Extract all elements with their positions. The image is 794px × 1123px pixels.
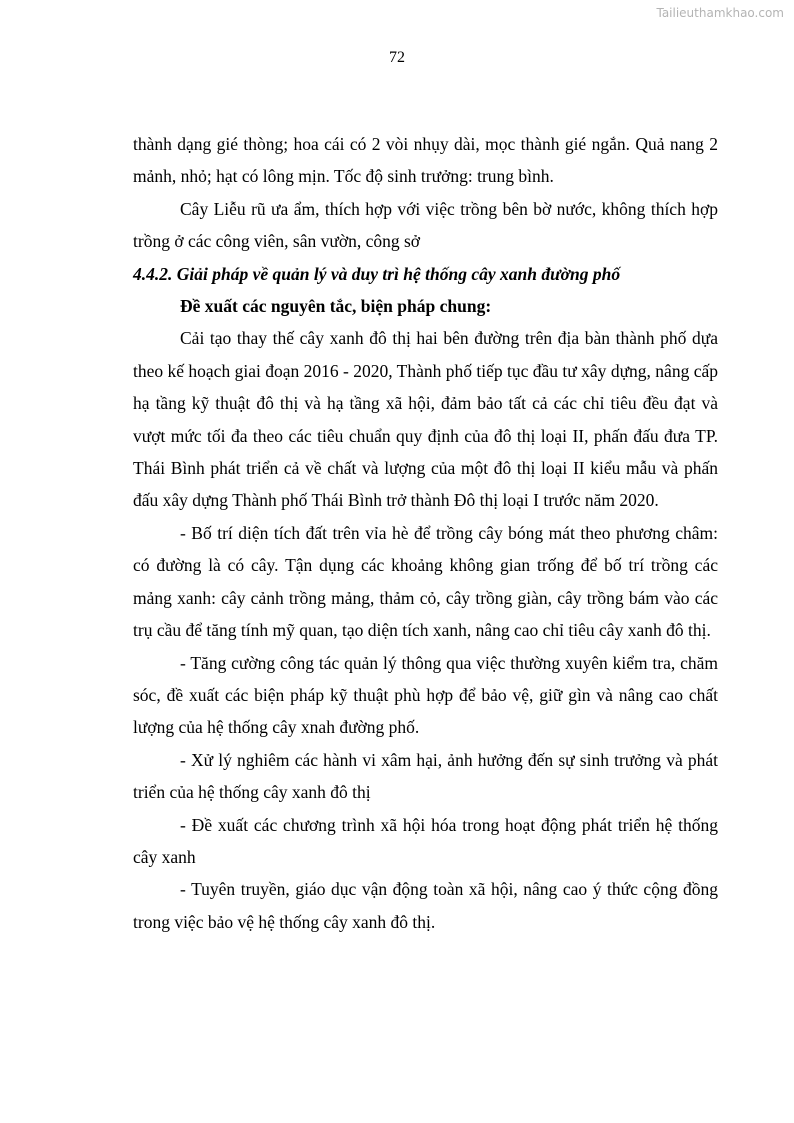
paragraph-1: thành dạng gié thòng; hoa cái có 2 vòi nhụy dài, mọc thành gié ngắn. Quả nang 2 mảnh, nhỏ; hạt có lông mịn. Tốc độ sinh trưởng: trung bình. <box>133 134 718 187</box>
watermark: Tailieuthamkhao.com <box>656 6 784 20</box>
page-content <box>133 128 718 938</box>
subheading: Đề xuất các nguyên tắc, biện pháp chung: <box>180 296 492 317</box>
page-number: 72 <box>389 49 405 66</box>
paragraph-6: - Xử lý nghiêm các hành vi xâm hại, ảnh hưởng đến sự sinh trưởng và phát triển của hệ thống cây xanh đô thị <box>133 749 718 803</box>
paragraph-7: - Đề xuất các chương trình xã hội hóa trong hoạt động phát triển hệ thống cây xanh <box>133 814 718 867</box>
paragraph-4: - Bố trí diện tích đất trên vỉa hè để trồng cây bóng mát theo phương châm: có đường là có cây. Tận dụng các khoảng không gian trống để bố trí trồng các mảng xanh: cây cảnh trồng mảng, thảm cỏ, cây trồng giàn, cây trồng bám vào các trụ cầu để tăng tính mỹ quan, tạo diện tích xanh, nâng cao chỉ tiêu cây xanh đô thị. <box>133 522 718 641</box>
paragraph-5: - Tăng cường công tác quản lý thông qua việc thường xuyên kiểm tra, chăm sóc, đề xuất các biện pháp kỹ thuật phù hợp để bảo vệ, giữ gìn và nâng cao chất lượng của hệ thống cây xnah đường phố. <box>133 652 718 738</box>
paragraph-8: - Tuyên truyền, giáo dục vận động toàn xã hội, nâng cao ý thức cộng đồng trong việc bảo vệ hệ thống cây xanh đô thị. <box>133 879 718 932</box>
paragraph-3: Cải tạo thay thế cây xanh đô thị hai bên đường trên địa bàn thành phố dựa theo kế hoạch giai đoạn 2016 - 2020, Thành phố tiếp tục đầu tư xây dựng, nâng cấp hạ tầng kỹ thuật đô thị và hạ tầng xã hội, đảm bảo tất cả các chỉ tiêu đều đạt và vượt mức tối đa theo các tiêu chuẩn quy định của đô thị loại II, phấn đấu đưa TP. Thái Bình phát triển cả về chất và lượng của một đô thị loại II kiểu mẫu và phấn đấu xây dựng Thành phố Thái Bình trở thành Đô thị loại I trước năm 2020. <box>133 328 718 511</box>
section-heading: 4.4.2. Giải pháp về quản lý và duy trì hệ thống cây xanh đường phố <box>133 263 621 284</box>
paragraph-2: Cây Liễu rũ ưa ẩm, thích hợp với việc trồng bên bờ nước, không thích hợp trồng ở các công viên, sân vườn, công sở <box>133 198 718 252</box>
